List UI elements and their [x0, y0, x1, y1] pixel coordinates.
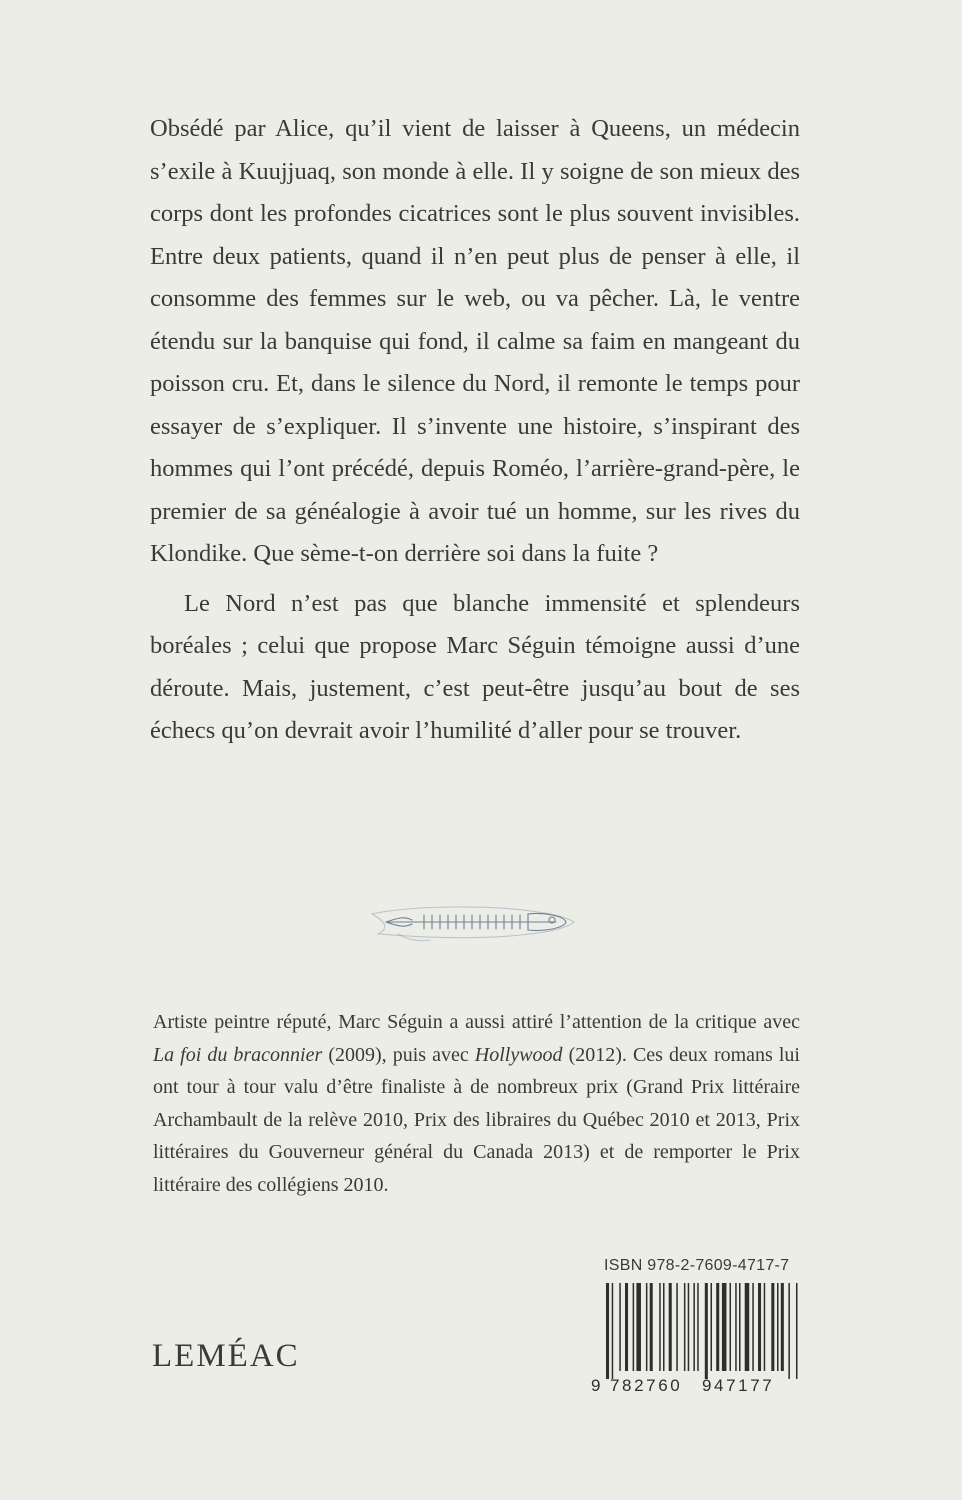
blurb-paragraph-1: Obsédé par Alice, qu’il vient de laisser à Queens, un médecin s’exile à Kuujjuaq, son monde à elle. Il y soigne de son mieux des corps dont les profondes cicatrices sont le plus souvent invisibles. Entre deux patients, quand il n’en peut plus de penser à elle, il consomme des femmes sur le web, ou va pêcher. Là, le ventre étendu sur la banquise qui fond, il calme sa faim en mangeant du poisson cru. Et, dans le silence du Nord, il remonte le temps pour essayer de s’expliquer. Il s’invente une histoire, s’inspirant des hommes qui l’ont précédé, depuis Roméo, l’arrière-grand-père, le premier de sa généalogie à avoir tué un homme, sur les rives du Klondike. Que sème-t-on derrière soi dans la fuite ?	[150, 115, 800, 567]
author-bio-text	[153, 1006, 800, 1201]
barcode-bar	[693, 1283, 695, 1371]
barcode-bar	[684, 1283, 686, 1371]
barcode-bar	[705, 1283, 708, 1379]
publisher-logo: LEMÉAC	[152, 1338, 300, 1374]
bio-title-2: Hollywood	[474, 1043, 563, 1066]
barcode-bar	[764, 1283, 766, 1371]
barcode-bar	[796, 1283, 798, 1379]
barcode-bar	[752, 1283, 754, 1371]
barcode-bar	[730, 1283, 732, 1371]
barcode-digit-lead: 9	[591, 1376, 601, 1395]
barcode-bar	[663, 1283, 665, 1371]
author-bio	[153, 1006, 800, 1201]
blurb-paragraph-2: Le Nord n’est pas que blanche immensité et splendeurs boréales ; celui que propose Marc Séguin témoigne aussi d’une déroute. Mais, justement, c’est peut-être jusqu’au bout de ses échecs qu’on devrait avoir l’humilité d’aller pour se trouver.	[150, 589, 800, 744]
bio-part-3: (2012). Ces deux romans lui ont tour à tour valu d’être finaliste à de nombreux prix (Grand Prix littéraire Archambault de la relève 2010, Prix des libraires du Québec 2010 et 2013, Prix littéraires du Gouverneur général du Canada 2013) et de remporter le Prix littéraire des collégiens 2010.	[153, 1043, 800, 1196]
barcode-bar	[646, 1283, 648, 1371]
bio-title-1: La foi du braconnier	[153, 1043, 323, 1066]
bio-part-2: (2009), puis avec	[322, 1043, 475, 1066]
fish-skeleton-icon	[368, 900, 578, 950]
barcode-bar	[777, 1283, 779, 1371]
barcode-bar	[688, 1283, 690, 1371]
barcode-bar	[669, 1283, 672, 1371]
barcode-bar	[758, 1283, 761, 1371]
barcode-bar	[676, 1283, 678, 1371]
barcode-bar	[735, 1283, 737, 1371]
barcode-bar	[659, 1283, 661, 1371]
back-cover-blurb	[150, 108, 800, 753]
barcode-digits-right: 947177	[702, 1376, 775, 1395]
barcode-bar	[636, 1283, 641, 1371]
barcode-bar	[739, 1283, 741, 1371]
barcode-bar	[650, 1283, 653, 1371]
barcode-bar	[697, 1283, 699, 1371]
barcode-bar	[625, 1283, 628, 1371]
isbn-label: ISBN 978-2-7609-4717-7	[604, 1257, 790, 1274]
barcode-bar	[722, 1283, 727, 1371]
barcode-bar	[716, 1283, 719, 1371]
barcode-bar	[711, 1283, 713, 1371]
barcode-bar	[612, 1283, 614, 1379]
barcode-bar	[781, 1283, 784, 1371]
barcode-bar	[633, 1283, 635, 1371]
barcode-bar	[788, 1283, 790, 1379]
barcode-bar	[619, 1283, 621, 1371]
bio-part-1: Artiste peintre réputé, Marc Séguin a aussi attiré l’attention de la critique avec	[153, 1011, 800, 1033]
barcode	[590, 1283, 805, 1395]
barcode-bar	[606, 1283, 609, 1379]
barcode-bar	[771, 1283, 774, 1371]
barcode-bar	[745, 1283, 750, 1371]
barcode-digits-left: 782760	[610, 1376, 683, 1395]
